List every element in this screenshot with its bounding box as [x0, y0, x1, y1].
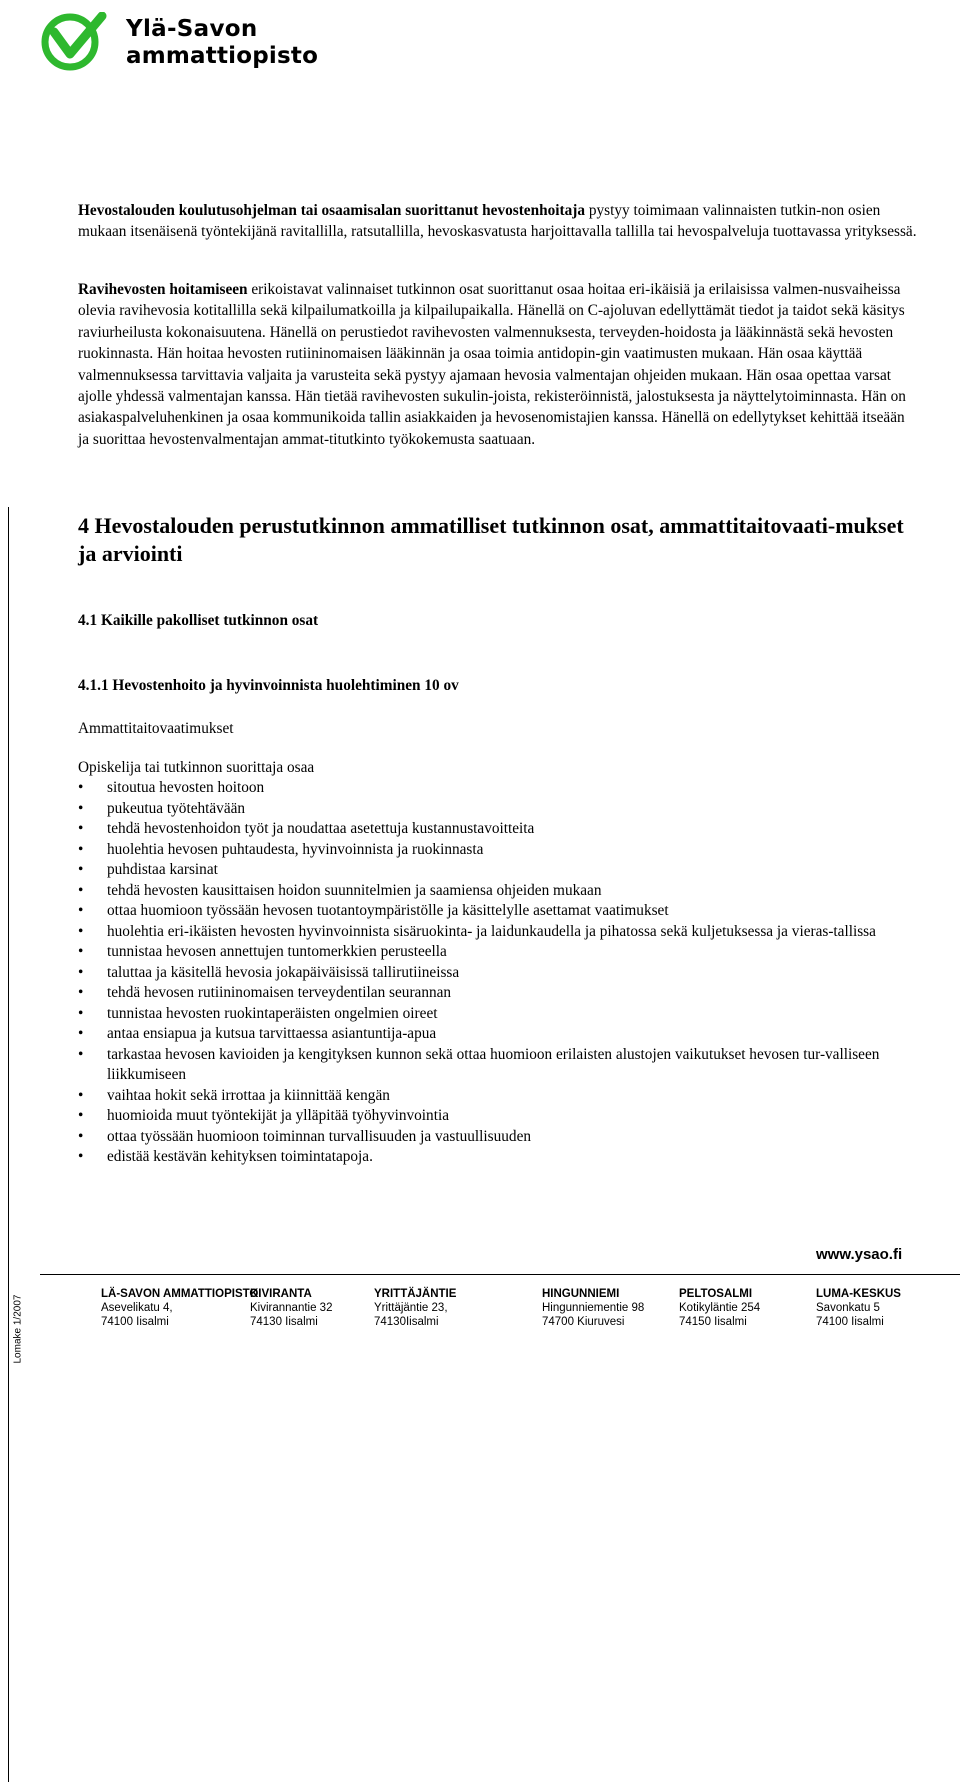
footer-city: 74700 Kiuruvesi	[542, 1316, 625, 1329]
footer-title: LUMA-KESKUS	[816, 1288, 901, 1300]
list-item: • tunnistaa hevosen annettujen tuntomerkkien perusteella	[78, 942, 908, 963]
paragraph-intro-body: pystyy toimimaan valinnaisten tutkin-non osien mukaan itsenäisenä työntekijänä ravitallilla, ratsutallilla, hevoskasvatusta harjoittavalla tallilla tai hevospalveluja tuottavassa yrityksessä.	[78, 202, 917, 241]
footer-city: 74150 Iisalmi	[679, 1316, 747, 1329]
paragraph-intro	[78, 200, 918, 243]
logo-line-1: Ylä-Savon	[126, 16, 258, 42]
logo-line-2: ammattiopisto	[126, 43, 319, 69]
footer-city: 74130Iisalmi	[374, 1316, 439, 1329]
list-item: • edistää kestävän kehityksen toimintatapoja.	[78, 1147, 908, 1168]
footer-title: KIVIRANTA	[250, 1288, 312, 1300]
list-item: • huomioida muut työntekijät ja ylläpitää työhyvinvointia	[78, 1106, 908, 1127]
footer-street: Hingunniementie 98	[542, 1302, 645, 1315]
footer-rule	[40, 1274, 960, 1275]
module-heading: 4.1.1 Hevostenhoito ja hyvinvoinnista huolehtiminen 10 ov	[78, 677, 459, 694]
footer-title: LÄ-SAVON AMMATTIOPISTO	[101, 1288, 259, 1300]
footer-street: Yrittäjäntie 23,	[374, 1302, 448, 1315]
list-item: • tehdä hevosten kausittaisen hoidon suunnitelmien ja saamiensa ohjeiden mukaan	[78, 881, 908, 902]
section-heading: 4 Hevostalouden perustutkinnon ammatilliset tutkinnon osat, ammattitaitovaati-mukset ja arviointi	[78, 513, 904, 566]
list-item: • huolehtia eri-ikäisten hevosten hyvinvoinnista sisäruokinta- ja laidunkaudella ja pihatossa sekä kuljetuksessa ja vieras-tallissa	[78, 922, 908, 943]
paragraph-harness-body: erikoistavat valinnaiset tutkinnon osat suorittanut osaa hoitaa eri-ikäisiä ja erilaisissa valmen-nusvaiheissa olevia ravihevosia kotitallilla sekä kilpailumatkoilla ja kilpailupaikalla. Hänellä on C-ajoluvan edellyttämät tiedot ja taidot sekä käsitys raviurheilusta kokonaisuutena. Hänellä on perustiedot ravihevosten valmennuksesta, terveyden-hoidosta ja lääkinnästä sekä hevosten ruokinnasta. Hän hoitaa hevosten rutiininomaisen lääkinnän ja osaa toimia antidopin-gin vaatimusten mukaan. Hän osaa käyttää valmennuksessa tarvittavia valjaita ja varusteita sekä pystyy ajamaan hevosia valmentajan ohjeiden mukaan. Hän osaa opettaa varsat ajolle yhdessä valmentajan kanssa. Hän tietää ravihevosten sukulin-joista, rekisteröinnistä, jalostuksesta ja näyttelytoiminnasta. Hän on asiakaspalveluhenkinen ja osaa kommunikoida tallin asiakkaiden ja hevosenomistajien kanssa. Hänellä on edellytykset kehittää itseään ja suorittaa hevostenvalmentajan ammat-titutkinto työkokemusta saatuaan.	[78, 281, 906, 448]
footer-address-peltosalmi	[679, 1287, 760, 1330]
footer-address-hingunniemi	[542, 1287, 644, 1330]
footer-title: PELTOSALMI	[679, 1288, 753, 1300]
list-item: • pukeutua työtehtävään	[78, 799, 908, 820]
list-item: • huolehtia hevosen puhtaudesta, hyvinvoinnista ja ruokinnasta	[78, 840, 908, 861]
footer-address-yrittajantie	[374, 1287, 456, 1330]
requirements-list	[78, 778, 908, 1168]
list-item: • sitoutua hevosten hoitoon	[78, 778, 908, 799]
website-link[interactable]: www.ysao.fi	[816, 1246, 903, 1263]
footer-title: YRITTÄJÄNTIE	[374, 1288, 457, 1300]
footer-street: Kivirannantie 32	[250, 1302, 333, 1315]
list-item: • tehdä hevostenhoidon työt ja noudattaa asetettuja kustannustavoitteita	[78, 819, 908, 840]
school-logo	[40, 12, 319, 72]
paragraph-intro-lead: Hevostalouden koulutusohjelman tai osaamisalan suorittanut hevostenhoitaja	[78, 202, 585, 219]
list-item: • ottaa huomioon työssään hevosen tuotantoympäristölle ja käsittelylle asettamat vaatimukset	[78, 901, 908, 922]
footer-city: 74130 Iisalmi	[250, 1316, 318, 1329]
list-item: • tunnistaa hevosten ruokintaperäisten ongelmien oireet	[78, 1004, 908, 1025]
footer-title: HINGUNNIEMI	[542, 1288, 620, 1300]
list-item: • taluttaa ja käsitellä hevosia jokapäiväisissä tallirutiineissa	[78, 963, 908, 984]
footer-address-luma	[816, 1287, 901, 1330]
list-item: • tarkastaa hevosen kavioiden ja kengityksen kunnon sekä ottaa huomioon erilaisten alustojen vaikutukset hevosen tur-valliseen liikkumiseen	[78, 1045, 908, 1086]
footer-street: Kotikyläntie 254	[679, 1302, 761, 1315]
footer-address-kiviranta	[250, 1287, 332, 1330]
requirements-label: Ammattitaitovaatimukset	[78, 720, 234, 737]
list-item: • vaihtaa hokit sekä irrottaa ja kiinnittää kengän	[78, 1086, 908, 1107]
left-margin-rule	[8, 507, 9, 1782]
requirements-intro: Opiskelija tai tutkinnon suorittaja osaa	[78, 759, 315, 776]
paragraph-harness-lead: Ravihevosten hoitamiseen	[78, 281, 248, 298]
logo-wordmark	[126, 18, 318, 68]
footer-street: Asevelikatu 4,	[101, 1302, 173, 1315]
subsection-heading: 4.1 Kaikille pakolliset tutkinnon osat	[78, 612, 319, 629]
footer-address-main	[101, 1287, 258, 1330]
list-item: • puhdistaa karsinat	[78, 860, 908, 881]
paragraph-harness-racing	[78, 279, 918, 450]
list-item: • tehdä hevosen rutiininomaisen terveydentilan seurannan	[78, 983, 908, 1004]
footer-street: Savonkatu 5	[816, 1302, 880, 1315]
footer-city: 74100 Iisalmi	[816, 1316, 884, 1329]
form-code: Lomake 1/2007	[12, 1294, 24, 1364]
list-item: • ottaa työssään huomioon toiminnan turvallisuuden ja vastuullisuuden	[78, 1127, 908, 1148]
footer-city: 74100 Iisalmi	[101, 1316, 169, 1329]
logo-emblem-icon	[40, 12, 124, 72]
list-item: • antaa ensiapua ja kutsua tarvittaessa asiantuntija-apua	[78, 1024, 908, 1045]
